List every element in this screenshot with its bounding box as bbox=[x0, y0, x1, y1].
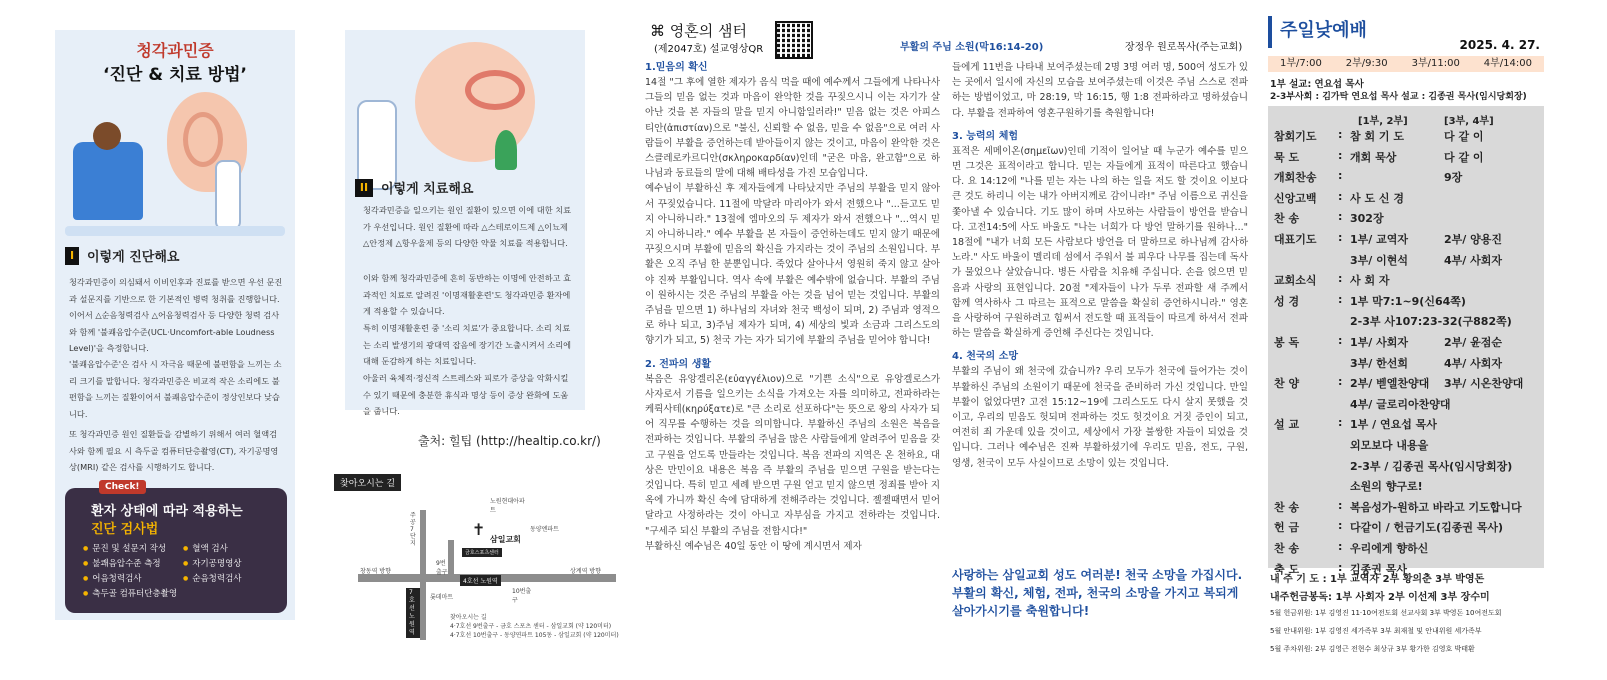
exit-10: 10번출구 bbox=[512, 588, 532, 604]
diagnosis-paragraph-1: 청각과민증이 의심돼서 이비인후과 진료를 받으면 우선 문진과 설문지를 기반으로 한 기본적인 병력 청취를 진행합니다. 이어서 △순음청력검사 △어음청력검사 등 다양한 청력 검사와 함께 '불쾌음압수준(UCL·Uncomfort-able Loudness Level)'을 측정합니다. bbox=[69, 277, 283, 353]
check-item: ● 순음청력검사 bbox=[183, 572, 283, 584]
doctor-illustration bbox=[215, 160, 241, 230]
map-label: 찾아오시는 길 bbox=[334, 474, 401, 491]
order-colon: : bbox=[1338, 334, 1343, 347]
order-item-value-2: 3부/ 시온찬양대 bbox=[1444, 377, 1524, 391]
section-heading-treatment bbox=[355, 178, 473, 197]
section-heading-diagnosis bbox=[65, 246, 179, 265]
order-item-label: 참회기도 bbox=[1274, 130, 1317, 143]
sermon-heading-3: 3. 능력의 체험 bbox=[952, 130, 1019, 142]
patient-illustration bbox=[93, 122, 121, 150]
section-title: 이렇게 진단해요 bbox=[87, 250, 180, 265]
order-colon: : bbox=[1338, 169, 1343, 183]
preacher-line: 1부 설교: 연요섭 목사 bbox=[1270, 79, 1364, 90]
map-footer-route-2: 4·7호선 10번출구 - 동양연파트 105동 - 삼일교회 (약 120미터) bbox=[450, 632, 619, 639]
sermon-closing: 사랑하는 삼일교회 성도 여러분! 천국 소망을 가집시다. 부활의 확신, 체험, 전파, 천국의 소망을 가지고 복되게 살아가시기를 축원합니다! bbox=[952, 568, 1243, 618]
order-colon: : bbox=[1338, 210, 1343, 224]
doctor-illustration bbox=[357, 100, 397, 190]
order-item-value: 302장 bbox=[1350, 212, 1384, 226]
map-footer-title: 찾아오시는 길 bbox=[450, 614, 487, 621]
sermon-column-2 bbox=[952, 60, 1248, 560]
order-item-label: 설 교 bbox=[1274, 418, 1300, 432]
order-item-value-2: 4부/ 사회자 bbox=[1444, 356, 1503, 370]
column-header-1-2: [1부, 2부] bbox=[1358, 116, 1408, 127]
newsletter-logo: ⌘ 영혼의 샘터 bbox=[650, 22, 747, 40]
landmark-lotte: 롯데마트 bbox=[430, 594, 454, 601]
order-item-label: 찬 송 bbox=[1274, 212, 1300, 226]
issue-number: (제2047호) 설교영상QR bbox=[654, 44, 764, 55]
check-heading-1: 환자 상태에 따라 적용하는 bbox=[91, 504, 243, 519]
order-item-value: 2부/ 벧엘찬양대 bbox=[1350, 377, 1430, 391]
order-item-value: 1부 막7:1~9(신64쪽) bbox=[1350, 294, 1466, 308]
order-item-value: 참 회 기 도 bbox=[1350, 130, 1404, 143]
sermon-text: 들에게 11번을 나타내 보여주셨는데 2명 3명 여러 명, 500여 성도가 있는 곳에서 일시에 자신의 모습을 보여주셨는데 이것은 주님 스스로 전파하는 방법이었고, 마 28:19, 막 16:15, 행 1:8 전파하라고 명하셨습니다. 부활을 전파하여 영혼구원하기를 축원합니다! bbox=[952, 62, 1248, 119]
order-item-label: 개회찬송 bbox=[1274, 171, 1317, 185]
exit-9: 9번출구 bbox=[436, 560, 448, 576]
order-colon: : bbox=[1338, 540, 1343, 553]
order-colon: : bbox=[1338, 498, 1343, 512]
service-times bbox=[1268, 56, 1544, 72]
hyperacusis-diagnosis-panel bbox=[55, 30, 295, 620]
ear-canal-illustration bbox=[183, 112, 223, 167]
check-heading-2: 진단 검사법 bbox=[91, 522, 159, 537]
order-item-label: 교회소식 bbox=[1274, 274, 1317, 288]
worship-order-panel bbox=[1268, 10, 1548, 670]
order-colon: : bbox=[1338, 189, 1343, 203]
hyperacusis-treatment-panel bbox=[345, 30, 585, 416]
committee-line-2: 5월 안내위원: 1부 김영진 세가족부 3부 최재철 및 안내위원 세가족부 bbox=[1270, 627, 1482, 635]
order-colon: : bbox=[1338, 292, 1343, 306]
order-item-value: 3부/ 이현석 bbox=[1350, 253, 1409, 267]
order-item-value: 1부/ 교역자 bbox=[1350, 233, 1409, 246]
direction-right: 상계역 방향 bbox=[570, 568, 601, 575]
map-footer-route-1: 4·7호선 9번출구 - 금호 스포츠 센터 - 삼일교회 (약 120미터) bbox=[450, 623, 612, 630]
order-item-value: 사 도 신 경 bbox=[1350, 191, 1404, 205]
sermon-text: 부활의 주님이 왜 천국에 갔습니까? 우리 모두가 천국에 들어가는 것이 부활하신 주님의 소원이기 때문에 천국을 준비하러 가신 것입니다. 만일 부활이 없었다면? 고전 15:12~19에 그리스도도 다시 살지 못했을 것이고, 우리의 믿음도 헛되며 전파하는 것도 헛것이요 거짓 증인이 되고, 여전히 죄 가운데 있을 것이고, 세상에서 가장 불쌍한 자들이 되었을 것입니다. 그러나 예수님은 진짜 부활하셨기에 우리도 믿음, 전도, 구원, 영생, 천국이 모두 사실이므로 소망이 있는 것입니다. bbox=[952, 366, 1248, 469]
order-colon: : bbox=[1338, 128, 1343, 141]
sermon-text: 14절 "그 후에 열한 제자가 음식 먹을 때에 예수께서 그들에게 나타나사 그들의 믿음 없는 것과 마음이 완악한 것을 꾸짖으시니 이는 자기가 살아난 것을 본 자들의 말을 믿지 아니함일러라!" 믿음 없는 것은 아피스티안(ἀπιστίαν)으로 "불신, 신뢰할 수 없음, 믿을 수 없음"으로 여러 사람들이 부활을 증언하는데 받아들이지 않는 것이고, 마음이 완악한 것은 스클레로카르디안(σκληροκαρδίαν)인데 "굳은 마음, 완고함"으로 하나님과 동료들의 말에 대해 배타성을 가진 모습입니다. bbox=[645, 77, 940, 180]
treatment-paragraph-2: 이와 함께 청각과민증에 흔히 동반하는 이명에 안전하고 효과적인 치료로 알려진 '이명재활훈련'도 청각과민증 환자에게 적용할 수 있습니다. bbox=[363, 273, 572, 316]
check-list bbox=[83, 542, 283, 599]
order-item-value: 다같이 / 헌금기도(김종권 목사) bbox=[1350, 521, 1504, 535]
check-item: ● 측두골 컴퓨터단층촬영 bbox=[83, 587, 183, 599]
order-item-label: 성 경 bbox=[1274, 294, 1300, 308]
sermon-column-1 bbox=[645, 60, 940, 640]
order-item-label: 찬 양 bbox=[1274, 377, 1300, 391]
check-item: ● 자기공명영상 bbox=[183, 557, 283, 569]
ear-canal-illustration bbox=[465, 70, 525, 110]
offering-duty-line: 내주헌금봉독: 1부 사회자 2부 이선제 3부 장수미 bbox=[1270, 592, 1490, 603]
order-colon: : bbox=[1338, 375, 1343, 389]
order-item-value: 외모보다 내용을 bbox=[1350, 439, 1429, 452]
sermon-text: 예수님이 부활하신 후 제자들에게 나타났지만 주님의 부활을 믿지 않아서 꾸짖었습니다. 11절에 막달라 마리아가 와서 전했으나 "...듣고도 믿지 아니하니라." 13절에 엠마오의 두 제자가 와서 전했으나 "...역시 믿지 아니하니라." 예수 부활을 본 자들이 증언하는데도 믿지 않기 때문에 꾸짖으시며 부활에 믿음의 확신을 가지라는 것이 주님의 소원입니다. 부활은 오직 주님 한 분뿐입니다. 죽었다 살아나서 영원히 죽지 않고 살아야 진짜 부활입니다. 역사 속에 부활은 예수밖에 없습니다. 부활의 주님이 원하시는 것은 주님의 부활을 아는 것을 넘어 믿는 것입니다. 부활의 주님을 믿으면 1) 하나님의 자녀와 천국 백성이 되며, 2) 주님과 영적으로 하나 되고, 3)주님 제자가 되며, 4) 세상의 빛과 소금과 그리스도의 향기가 되고, 5) 천국 가는 자가 되기에 부활의 주님을 믿어야 합니다! bbox=[645, 183, 940, 347]
order-item-label: 축 도 bbox=[1274, 562, 1300, 576]
service-time: 4부/14:00 bbox=[1483, 58, 1532, 69]
order-item-value: 2-3부 사107:23-32(구882쪽) bbox=[1350, 315, 1512, 329]
panel-title-main: ‘진단 & 치료 방법’ bbox=[102, 65, 248, 85]
order-item-value: 사 회 자 bbox=[1350, 274, 1390, 288]
order-item-value: 개회 묵상 bbox=[1350, 150, 1397, 164]
check-item: ● 문진 및 설문지 작성 bbox=[83, 542, 183, 554]
order-item-value: 우리에게 향하신 bbox=[1350, 542, 1429, 555]
order-item-value-2: 4부/ 사회자 bbox=[1444, 253, 1503, 267]
check-item: ● 혈액 검사 bbox=[183, 542, 283, 554]
service-time: 2부/9:30 bbox=[1345, 58, 1388, 69]
sermon-pastor: 장정우 원로목사(주는교회) bbox=[1125, 42, 1243, 53]
order-item-value-2: 9장 bbox=[1444, 171, 1463, 185]
sermon-heading-4: 4. 천국의 소망 bbox=[952, 351, 1019, 363]
church-cross-icon: ✝ bbox=[472, 520, 486, 539]
service-time: 3부/11:00 bbox=[1411, 58, 1460, 69]
order-item-value: 1부 / 연요섭 목사 bbox=[1350, 418, 1437, 432]
sermon-text: 복음은 유앙겔리온(εὐαγγέλιον)으로 "기쁜 소식"으로 유앙겔로스가 사자로서 기름을 일으키는 소식을 가져오는 자를 의미하고, 전파하라는 케뤽사테(κηρύξατε)로 "큰 소리로 선포하다"는 뜻으로 왕의 사자가 되어 직무를 수행하는 것을 의미합니다. 부활하신 주님의 소원은 복음을 전파하는 것입니다. 부활의 주님을 많은 사람들에게 알려주어 믿음을 갖고 구원을 얻도록 만들라는 것입니다. 복음 전파의 지역은 온 천하요, 대상은 만민이요 내용은 복음 즉 부활의 주님을 믿으면 구원을 받는다는 것입니다. 특히 믿고 세례 받으면 구원 얻고 믿지 않으면 정죄를 받아 지옥에 가니까 확신 속에 담대하게 전해주라는 것입니다. 젤젤때면서 믿어 달라고 사정하라는 것이 아니고 자부심을 가지고 전하라는 것입니다. "구세주 되신 부활의 주님을 전합시다!" bbox=[645, 373, 940, 537]
illustration-floor bbox=[65, 226, 285, 236]
committee-line-1: 5월 헌금위원: 1부 김영진 11·10여전도회 선교사회 3부 박영돈 10여전도회 bbox=[1270, 609, 1502, 617]
station-line4: 4호선 노원역 bbox=[460, 575, 501, 586]
order-item-value-2: 다 같 이 bbox=[1444, 130, 1484, 143]
sports-center-box: 금호스포츠센터 bbox=[462, 548, 502, 557]
check-box bbox=[65, 482, 287, 613]
plant-illustration bbox=[495, 130, 517, 170]
order-colon: : bbox=[1338, 560, 1343, 574]
column-header-3-4: [3부, 4부] bbox=[1444, 116, 1494, 127]
order-item-label: 헌 금 bbox=[1274, 521, 1300, 535]
check-item: ● 어음청력검사 bbox=[83, 572, 183, 584]
panel-title-top: 청각과민증 bbox=[136, 41, 214, 60]
landmark-apartment: 노원현대아파트 bbox=[490, 498, 525, 514]
section-title: 이렇게 치료해요 bbox=[381, 182, 474, 197]
treatment-paragraph-3: 특히 이명재활훈련 중 '소리 치료'가 중요합니다. 소리 치료는 소리 발생기의 광대역 잡음에 장기간 노출시켜서 소리에 대해 둔감하게 하는 치료입니다. bbox=[363, 323, 572, 366]
order-colon: : bbox=[1338, 231, 1343, 244]
worship-title: 주일낮예배 bbox=[1268, 16, 1367, 48]
qr-code-icon[interactable] bbox=[777, 23, 811, 57]
order-item-value: 소원의 향구로! bbox=[1350, 480, 1423, 494]
section-number-badge: II bbox=[355, 179, 373, 197]
section-number-badge: I bbox=[65, 247, 79, 265]
order-item-value-2: 2부/ 윤점순 bbox=[1444, 336, 1503, 349]
sermon-text: 부활하신 예수님은 40일 동안 이 땅에 계시면서 제자 bbox=[645, 540, 862, 552]
leader-line: 2-3부사회 : 김가탁 연요섭 목사 설교 : 김종권 목사(임시당회장) bbox=[1270, 92, 1527, 102]
exam-chair-illustration bbox=[73, 142, 143, 220]
order-item-value: 3부/ 한선희 bbox=[1350, 356, 1409, 370]
worship-date: 2025. 4. 27. bbox=[1459, 38, 1540, 52]
diagnosis-paragraph-3: 또 청각과민증 원인 질환들을 감별하기 위해서 여러 혈액검사와 함께 필요 시 측두골 컴퓨터단층촬영(CT), 자기공명영상(MRI) 같은 검사를 시행하기도 합니다. bbox=[69, 429, 279, 472]
order-item-value: 복음성가-원하고 바라고 기도합니다 bbox=[1350, 500, 1522, 514]
order-colon: : bbox=[1338, 272, 1343, 286]
service-time: 1부/7:00 bbox=[1279, 58, 1322, 69]
direction-left: 창동역 방향 bbox=[360, 568, 391, 575]
order-item-value: 4부/ 글로리아찬양대 bbox=[1350, 397, 1451, 411]
check-item: ● 불쾌음압수준 측정 bbox=[83, 557, 183, 569]
order-item-value-2: 2부/ 양용진 bbox=[1444, 233, 1503, 246]
order-item-label: 찬 송 bbox=[1274, 542, 1300, 555]
order-colon: : bbox=[1338, 519, 1343, 533]
order-item-value: 2-3부 / 김종권 목사(임시당회장) bbox=[1350, 459, 1513, 473]
directions-map bbox=[330, 470, 620, 645]
treatment-paragraph-4: 아울러 육체적·정신적 스트레스와 피로가 증상을 악화시킬 수 있기 때문에 충분한 휴식과 명상 등이 증상 완화에 도움을 줍니다. bbox=[363, 373, 569, 416]
order-item-value: 1부/ 사회자 bbox=[1350, 336, 1409, 349]
order-item-label: 봉 독 bbox=[1274, 336, 1300, 349]
source-credit: 출처: 힐팁 (http://healtip.co.kr/) bbox=[418, 434, 601, 448]
side-road bbox=[420, 510, 426, 640]
order-item-value-2: 다 같 이 bbox=[1444, 150, 1484, 164]
prayer-duty-line: 내 주 기 도 : 1부 교역자 2부 황의춘 3부 박영돈 bbox=[1270, 574, 1485, 585]
order-item-label: 대표기도 bbox=[1274, 233, 1317, 246]
sermon-heading-2: 2. 전파의 생활 bbox=[645, 358, 712, 370]
landmark-dongyang: 동양엔파트 bbox=[530, 526, 559, 533]
order-item-label: 묵 도 bbox=[1274, 150, 1300, 164]
sermon-title: 부활의 주님 소원(막16:14-20) bbox=[900, 42, 1044, 53]
sermon-text: 표적은 세메이온(σημεῖων)인데 기적이 일어날 때 누군가 예수를 믿으면 그것은 표적이라고 합니다. 믿는 자들에게 표적이 따른다고 했습니다. 요 14:12에 "나를 믿는 자는 나의 하는 일을 저도 할 것이요 이보다 큰 것도 하리니 이는 내가 아버지께로 감이니라!" 주님 이름으로 귀신을 쫓아낼 수 있습니다. 기도 많이 하며 사모하는 사람들이 방언을 받습니다. 고전14:5에 사도 바울도 "나는 너희가 다 방언 말하기를 원하나..." 18절에 "내가 너희 모든 사람보다 방언을 더 말하므로 하나님께 감사하노라." 사도 바울이 멜리데 섬에서 주워서 불 피우다 나무를 집는데 독사가 물었으나 살았습니다. 병든 사람을 치유해 주십니다. 손을 얹으면 믿음과 사랑의 표현입니다. 20절 "제자들이 나가 두루 전파할 새 주께서 함께 역사하사 그 따르는 표적으로 말씀을 확실히 증언하시니라." 영혼을 사랑하여 구원하려고 힘써서 전도할 때 표적들이 따르게 하셔서 전파하는 말씀을 확실하게 증언해 주신다는 것입니다. bbox=[952, 145, 1248, 340]
check-label: Check! bbox=[99, 480, 146, 494]
order-colon: : bbox=[1338, 416, 1343, 430]
diagnosis-paragraph-2: '불쾌음압수준'은 검사 시 자극음 때문에 불편함을 느끼는 소리 크기를 말합니다. 청각과민증은 비교적 작은 소리에도 불편함을 느끼는 질환이어서 불쾌음압수준이 정상인보다 낮습니다. bbox=[69, 359, 282, 419]
station-line7: 7호선 노원역 bbox=[406, 588, 420, 638]
order-item-label: 찬 송 bbox=[1274, 500, 1300, 514]
order-colon: : bbox=[1338, 148, 1343, 162]
newsletter-header bbox=[650, 20, 1250, 60]
treatment-paragraph-1: 청각과민증을 일으키는 원인 질환이 있으면 이에 대한 치료가 우선입니다. 원인 질환에 따라 △스테로이드제 △이뇨제 △안정제 △항우울제 등의 다양한 약물 치료를 적용합니다. bbox=[363, 205, 572, 248]
order-item-value: 김종권 목사 bbox=[1350, 562, 1407, 576]
church-name: 삼일교회 bbox=[490, 535, 521, 544]
sermon-heading-1: 1.믿음의 확신 bbox=[645, 62, 708, 73]
order-item-label: 신앙고백 bbox=[1274, 191, 1317, 205]
committee-line-3: 5월 주차위원: 2부 김영근 전현수 최상규 3부 황가한 김영호 박태환 bbox=[1270, 645, 1475, 653]
road-label: 주공7단지 bbox=[410, 512, 416, 547]
